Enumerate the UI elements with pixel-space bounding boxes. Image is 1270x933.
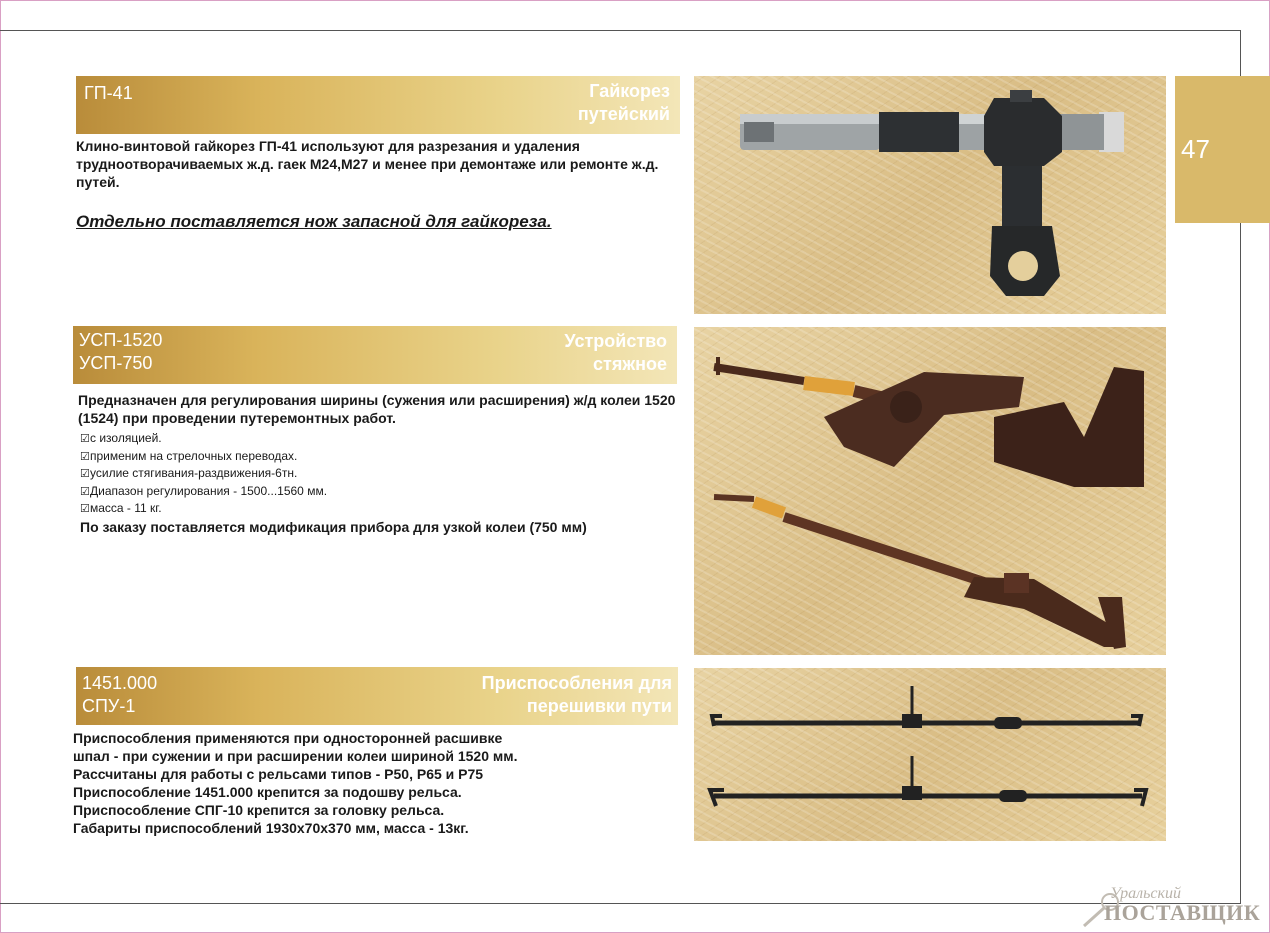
feature-item xyxy=(80,430,327,448)
feature-item xyxy=(80,448,327,466)
description-text: Клино-винтовой гайкорез ГП-41 используют для разрезания и удаления трудноотворачиваемых ж.д. гаек М24,М27 и менее при демонтаже или ремонте ж.д. путей. xyxy=(76,138,659,190)
description-line: Габариты приспособлений 1930х70х370 мм, масса - 13кг. xyxy=(73,820,469,836)
section-description xyxy=(78,391,678,427)
description-line: Приспособление 1451.000 крепится за подошву рельса. xyxy=(73,784,462,800)
feature-text: масса - 11 кг. xyxy=(90,501,162,515)
checkbox-icon: ☑ xyxy=(80,468,90,480)
feature-item xyxy=(80,483,327,501)
product-title-line: Приспособления для xyxy=(481,673,672,693)
regauging-tools-photo xyxy=(694,668,1166,841)
product-code-line: УСП-750 xyxy=(79,353,153,373)
product-code xyxy=(84,82,133,105)
product-title-line: Устройство xyxy=(564,331,667,351)
feature-text: усилие стягивания-раздвижения-6тн. xyxy=(90,466,298,480)
description-line: шпал - при сужении и при расширении колеи шириной 1520 мм. xyxy=(73,748,518,764)
feature-list xyxy=(80,430,327,518)
gauge-device-photo xyxy=(694,327,1166,655)
section-header-gauge-device xyxy=(73,326,677,384)
page-tab xyxy=(1175,76,1270,223)
description-line: Рассчитаны для работы с рельсами типов - Р50, Р65 и Р75 xyxy=(73,766,484,782)
description-text: Предназначен для регулирования ширины (сужения или расширения) ж/д колеи 1520 (1524) при проведении путеремонтных работ. xyxy=(78,392,676,426)
description-line: Приспособление СПГ-10 крепится за головку рельса. xyxy=(73,802,445,818)
section-header-regauging-tools xyxy=(76,667,678,725)
checkbox-icon: ☑ xyxy=(80,503,90,515)
modification-note: По заказу поставляется модификация прибора для узкой колеи (750 мм) xyxy=(80,519,587,535)
product-title-line: путейский xyxy=(577,104,670,124)
product-code-line: 1451.000 xyxy=(82,673,158,693)
description-line: Приспособления применяются при односторонней расшивке xyxy=(73,730,503,746)
product-title-line: Гайкорез xyxy=(589,81,670,101)
company-logo xyxy=(1080,880,1270,930)
product-title xyxy=(482,672,672,718)
spare-knife-note: Отдельно поставляется нож запасной для гайкореза. xyxy=(76,212,552,231)
section-header-nut-cutter xyxy=(76,76,680,134)
logo-line-2: ПОСТАВЩИК xyxy=(1104,900,1261,925)
nut-cutter-photo xyxy=(694,76,1166,314)
section-description xyxy=(76,137,676,191)
product-code xyxy=(82,672,157,718)
product-code-line: ГП-41 xyxy=(84,83,133,103)
feature-item xyxy=(80,500,327,518)
section-description xyxy=(73,729,683,837)
checkbox-icon: ☑ xyxy=(80,450,90,463)
product-title xyxy=(578,80,670,126)
product-code-line: УСП-1520 xyxy=(79,330,163,350)
checkbox-icon: ☑ xyxy=(80,433,90,445)
product-title xyxy=(564,330,667,376)
feature-text: Диапазон регулирования - 1500...1560 мм. xyxy=(90,483,328,498)
product-code xyxy=(79,329,162,375)
checkbox-icon: ☑ xyxy=(80,485,90,498)
product-title-line: перешивки пути xyxy=(526,696,672,716)
page-number: 47 xyxy=(1181,134,1210,164)
product-title-line: стяжное xyxy=(593,354,667,374)
logo-line-1: Уральский xyxy=(1110,885,1181,902)
feature-text: с изоляцией. xyxy=(90,431,162,445)
feature-item xyxy=(80,465,327,483)
product-code-line: СПУ-1 xyxy=(82,696,136,716)
feature-text: применим на стрелочных переводах. xyxy=(90,448,298,463)
